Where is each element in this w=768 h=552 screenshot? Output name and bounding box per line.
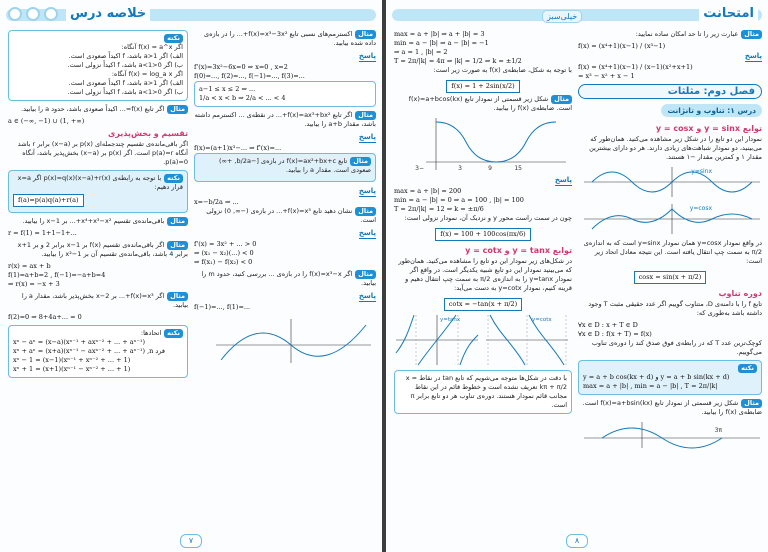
answer-label: پاسخ [358, 229, 376, 237]
graph-tick-label: −3 [415, 165, 424, 172]
example-tag: مثال [350, 157, 371, 166]
example-graph [396, 116, 572, 172]
graph-tick-label: 3π [714, 427, 722, 434]
math-line: ∀x ∈ D : x + T ∈ D [578, 321, 638, 329]
identity-box [8, 325, 188, 378]
note-line: اگر f(x) = a^x آنگاه: [121, 43, 183, 51]
math-line: r = f(1) = 1+1−1+... [8, 229, 77, 237]
section-text: در واقع نمودار y=cosx همان نمودار y=sinx است که به اندازه‌ی π/2 به سمت چپ انتقال یافته است. این نتیجه معادل اتحاد زیر است: [583, 239, 762, 265]
right-page-right-column [578, 30, 762, 530]
cotangent-graph [484, 313, 570, 367]
graph-tick-label: 9 [488, 165, 492, 172]
note-line: الف) اگر a>1 باشد، f اکیداً صعودی است. [68, 79, 183, 87]
cosine-graph [582, 202, 762, 236]
math-line: max = a + |b| , min = a − |b| , T = 2π/|k| [583, 382, 718, 390]
example-tag: مثال [167, 217, 188, 226]
note-box [8, 30, 188, 101]
page-title: امتحانت [699, 6, 758, 21]
right-page-left-column [394, 30, 572, 530]
math-line: min = a − |b| = 0 ⇒ a = 100 , |b| = 100 [394, 196, 524, 204]
math-line: f(0)=..., f(2)=..., f(−1)=..., f(3)=... [194, 72, 305, 80]
math-line: f'(x) = 3x² + ... > 0 [194, 240, 257, 248]
key-formula: cosx = sin(x + π/2) [634, 271, 707, 284]
math-line: f'(x)=3x²−6x=0 ⇒ x=0 , x=2 [194, 63, 288, 71]
math-line: f(−1)=..., f(1)=... [194, 303, 251, 311]
header-bar [6, 9, 376, 21]
note-line: اگر f(x) = log_a x آنگاه: [111, 70, 183, 78]
math-line: ⇒ r(x) = −x + 3 [8, 280, 60, 288]
section-heading: تقسیم و بخش‌پذیری [108, 129, 188, 138]
math-line: f(x) = (x⁴+1)(x−1) / (x−1)(x²+x+1) [578, 63, 693, 71]
left-page-right-column [194, 30, 376, 530]
example-text: اگر باقی‌مانده‌ی تقسیم f(x) بر x−1 برابر 2 و بر x+1 برابر 4 باشد، باقی‌مانده‌ی تقسیم آن بر x²−1 را بیابید. [17, 241, 188, 258]
left-page-header [6, 4, 376, 26]
example-tag: مثال [355, 30, 376, 39]
note-tag: نکته [164, 174, 183, 183]
math-line: ⇒ (x₁ − x₂)(...) < 0 [194, 249, 254, 257]
example-text: شکل زیر قسمتی از نمودار تابع f(x)=a+bsin(kx) است. ضابطه‌ی f(x) را بیابید. [582, 399, 762, 416]
note-box [394, 370, 572, 414]
note-tag: نکته [164, 329, 183, 338]
header-circle-decoration [44, 7, 58, 21]
section-text: با توجه به شکل، ضابطه‌ی f(x) به صورت زیر است: [433, 66, 572, 74]
page-number: ۷ [180, 534, 202, 548]
example-tag: مثال [355, 111, 376, 120]
example-text: تابع f(x)=ax²+bx+c در بازه‌ی [−b/2a, +∞) صعودی است. مقدار a را بیابید. [218, 157, 371, 174]
example-tag: مثال [167, 241, 188, 250]
section-text: کوچک‌ترین عدد T که در رابطه‌ی فوق صدق کند را دوره‌ی تناوب می‌گوییم. [591, 339, 762, 356]
identity-line: xⁿ + aⁿ = (x+a)(xⁿ⁻¹ − axⁿ⁻² + ... + aⁿ⁻¹) ,n فرد [13, 347, 165, 355]
graph-tick-label: 15 [514, 165, 522, 172]
math-line: f(1)=a+b=2 , f(−1)=−a+b=4 [8, 271, 106, 279]
example-text: شکل زیر قسمتی از نمودار تابع f(x)=a+bcos(kx) است. ضابطه‌ی f(x) را بیابید. [408, 95, 572, 112]
answer-label: پاسخ [358, 292, 376, 300]
left-page-left-column [8, 30, 188, 530]
example-text: اگر f(x)=x³−x را در بازه‌ی ... بررسی کنید، حدود m را بیابید. [201, 270, 376, 287]
sketch-graph [206, 315, 376, 365]
example-text: اگر f(x)=x³+... بر x−2 بخش‌پذیر باشد، مقدار a را بیابید. [21, 292, 188, 309]
publisher-logo: خیلی‌سبز [542, 10, 582, 23]
note-box [578, 360, 762, 395]
math-line: r(x) = ax + b [8, 262, 51, 270]
identity-line: xⁿ − aⁿ = (x−a)(xⁿ⁻¹ + axⁿ⁻² + ... + aⁿ⁻¹) [13, 338, 146, 346]
note-line: ب) اگر 0<a<1 باشد، f اکیداً نزولی است. [67, 88, 183, 96]
note-title: اتحادها: [140, 329, 162, 337]
answer-label: پاسخ [554, 176, 572, 184]
example-tag: مثال [355, 207, 376, 216]
example-tag: مثال [167, 292, 188, 301]
math-line: f(2)=0 ⇒ 8+4a+... = 0 [8, 313, 82, 321]
graph-label: y=cotx [532, 317, 552, 323]
example-tag: مثال [355, 270, 376, 279]
sine-graph [582, 165, 762, 199]
note-tag: نکته [164, 34, 183, 43]
math-line: a ∈ (−∞, −1) ∪ (1, +∞) [8, 117, 85, 125]
tan-cot-graphs [394, 313, 572, 367]
note-tag: نکته [738, 364, 757, 373]
key-formula: f(x) = 100 + 100cos(πx/6) [435, 228, 530, 241]
right-page [386, 0, 768, 552]
example-tag: مثال [741, 399, 762, 408]
graph-label: y=cosx [689, 205, 712, 212]
section-text: چون در سمت راست محور y و نزدیک آن، نمودار نزولی است: [404, 214, 572, 222]
example-text: باقی‌مانده‌ی تقسیم x⁴+x³−x²+... بر x−1 را بیابید. [22, 217, 165, 225]
key-formula: cotx = −tan(x + π/2) [444, 298, 522, 311]
identity-line: xⁿ + 1 = (x+1)(xⁿ⁻¹ − xⁿ⁻² + ... + 1) [13, 365, 131, 373]
note-line: الف) اگر a>1 باشد، f اکیداً صعودی است. [68, 52, 183, 60]
answer-label: پاسخ [358, 133, 376, 141]
example-tag: مثال [741, 30, 762, 39]
math-line: ∀x ∈ D : f(x + T) = f(x) [578, 330, 652, 338]
math-line: f(x) = (x⁴+1)(x−1) / (x³−1) [578, 42, 666, 50]
math-line: T = 2π/|k| = 12 ⇒ k = ±π/6 [394, 205, 484, 213]
solution-box [194, 81, 376, 107]
math-line: 1/a < x < b ⇒ 2/a < ... < 4 [199, 94, 286, 102]
answer-label: پاسخ [744, 52, 762, 60]
math-line: = x³ − x² + x − 1 [578, 72, 635, 80]
note-line: ب) اگر 0<a<1 باشد، f اکیداً نزولی است. [67, 61, 183, 69]
math-line: T = 2π/|k| = 4π ⇒ |k| = 1/2 ⇒ k = ±1/2 [394, 57, 522, 65]
math-line: y = a + b cos(kx + d) و y = a + b sin(kx + d) [583, 373, 730, 381]
identity-line: xⁿ − 1 = (x−1)(xⁿ⁻¹ + xⁿ⁻² + ... + 1) [13, 356, 131, 364]
graph-label: y=sinx [691, 168, 712, 175]
key-formula: f(a)=p(a)q(a)+r(a) [13, 194, 84, 207]
section-text: با دقت در شکل‌ها متوجه می‌شویم که تابع tan در نقاط x = kπ + π/2 تعریف نشده است و خطوط قائم در این نقاط مجانب قائم نمودار هستند. دوره‌ی تناوب هر دو تابع برابر π است. [405, 374, 567, 409]
math-line: min = a − |b| ⇒ a − |b| = −1 [394, 39, 489, 47]
section-text: نمودار این دو تابع را در شکل زیر مشاهده می‌کنید. همان‌طور که می‌بینید، دو نمودار شباهت‌های زیادی دارند. هر دو دارای بیشترین مقدار ۱ و کمترین مقدار −۱ هستند. [589, 135, 762, 161]
page-title: خلاصه درس [66, 6, 150, 21]
math-line: max = a + |b| = 200 [394, 187, 462, 195]
lesson-heading: درس ۱: تناوب و تانژانت [661, 104, 762, 117]
example-box [194, 153, 376, 182]
section-text: در شکل‌های زیر نمودار این دو تابع را مشاهده می‌کنید. همان‌طور که می‌بینید نمودار این دو تابع شبیه یکدیگر است. در واقع اگر نمودار y=tanx را به اندازه‌ی π/2 به سمت چپ انتقال دهیم و قرینه کنیم، نمودار y=cotx به دست می‌آید: [398, 257, 572, 292]
example-text: عبارت زیر را تا حد امکان ساده نمایید: [635, 30, 739, 38]
graph-tick-label: 3 [458, 165, 462, 172]
example-tag: مثال [167, 105, 188, 114]
example-graph [582, 420, 762, 450]
math-line: a−1 ≤ x ≤ 2 ⇒ ... [199, 85, 256, 93]
example-tag: مثال [551, 95, 572, 104]
section-heading: دوره تناوب [718, 289, 762, 298]
page-number: ۸ [566, 534, 588, 548]
section-text: اگر باقی‌مانده‌ی تقسیم چندجمله‌ای p(x) بر (x−a) برابر r باشد آنگاه p(a)=r است. اگر p(x) بر (x−a) بخش‌پذیر باشد، آنگاه p(a)=0. [17, 140, 188, 166]
section-heading: توابع y = sinx و y = cosx [655, 124, 762, 133]
chapter-heading: فصل دوم: مثلثات [578, 84, 762, 99]
graph-label: y=tanx [440, 317, 461, 323]
math-line: f(x)=(a+1)x³−... ⇒ f'(x)=... [194, 144, 282, 152]
math-line: max = a + |b| ⇒ a + |b| = 3 [394, 30, 485, 38]
section-heading: توابع y = tanx و y = cotx [465, 246, 572, 255]
example-text: اکسترمم‌های نسبی تابع f(x)=x³−3x²+... را در بازه‌ی داده شده بیابید. [204, 30, 376, 47]
header-circle-decoration [26, 7, 40, 21]
section-text: تابع f را با دامنه‌ی D، متناوب گوییم اگر عدد حقیقی مثبت T وجود داشته باشد به‌طوری که: [588, 300, 762, 317]
math-line: ⇒ f(x₁) − f(x₂) < 0 [194, 258, 253, 266]
header-circle-decoration [8, 7, 22, 21]
note-box [8, 170, 188, 213]
right-page-header [392, 4, 762, 26]
answer-label: پاسخ [358, 187, 376, 195]
example-text: اگر تابع f(x)=ax³+bx²+... در نقطه‌ی ... اکسترمم داشته باشد، مقدار a+b را بیابید. [194, 111, 376, 128]
answer-label: پاسخ [358, 52, 376, 60]
tangent-graph [394, 313, 480, 367]
key-formula: f(x) = 1 + 2sin(x/2) [446, 80, 519, 93]
left-page [0, 0, 382, 552]
note-text: با توجه به رابطه‌ی p(x)=q(x)(x−a)+r(x) اگر x=a قرار دهیم: [17, 174, 183, 191]
example-text: نشان دهید تابع f(x)=x³+... در بازه‌ی (−∞, 0) نزولی است. [206, 207, 376, 224]
math-line: x=−b/2a ⇒ ... [194, 198, 239, 206]
example-text: اگر تابع f(x)=... اکیداً صعودی باشد، حدود a را بیابید. [21, 105, 165, 113]
math-line: ⇒ a = 1 , |b| = 2 [394, 48, 448, 56]
